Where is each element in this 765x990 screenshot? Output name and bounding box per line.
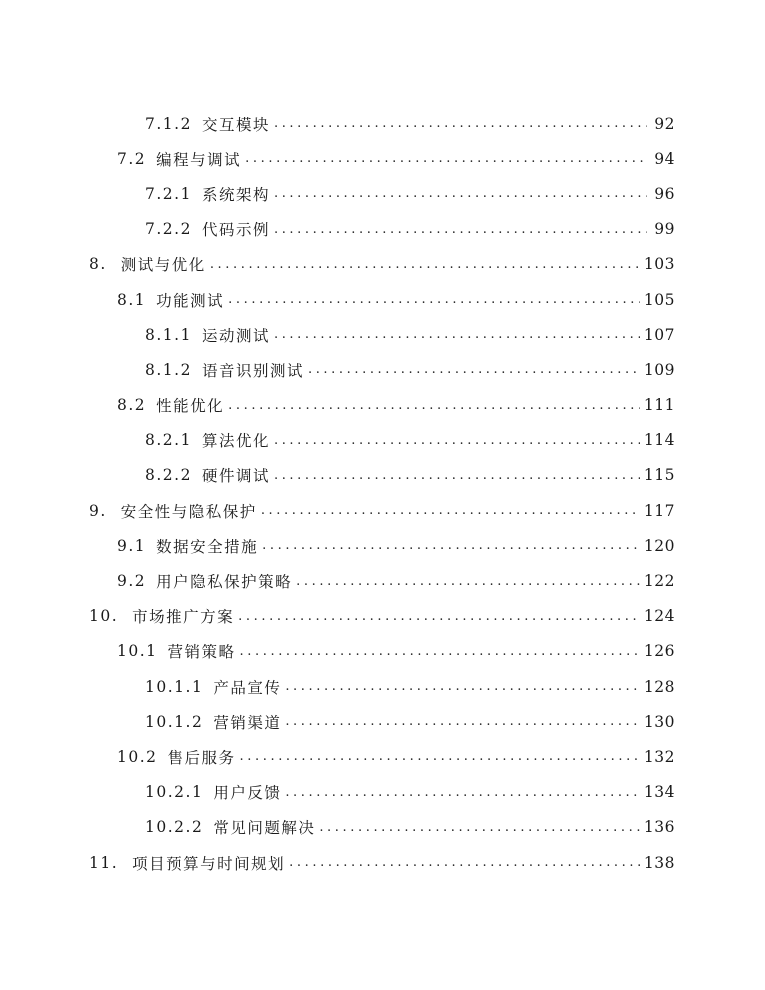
toc-entry-number: 8.1.1 <box>145 325 192 344</box>
toc-dot-leader <box>262 538 640 553</box>
toc-entry-row[interactable] <box>0 317 765 352</box>
toc-entry-page-number: 115 <box>643 466 675 485</box>
toc-entry-row[interactable] <box>0 739 765 774</box>
toc-entry-page-number: 117 <box>643 501 675 520</box>
toc-dot-leader <box>245 151 647 166</box>
toc-entry-number: 7.1.2 <box>145 114 192 133</box>
toc-entry-row[interactable] <box>0 704 765 739</box>
toc-entry-number: 10.1 <box>117 642 158 661</box>
toc-entry-title: 数据安全措施 <box>156 537 259 556</box>
toc-entry-page-number: 99 <box>654 220 675 239</box>
toc-entry-title: 系统架构 <box>201 185 270 204</box>
toc-dot-leader <box>228 398 640 413</box>
toc-entry-number: 11. <box>89 853 119 872</box>
toc-entry[interactable] <box>89 605 675 627</box>
toc-dot-leader <box>274 468 640 483</box>
toc-entry[interactable] <box>117 394 675 416</box>
toc-entry-title: 安全性与隐私保护 <box>120 502 257 521</box>
toc-entry-title: 项目预算与时间规划 <box>132 854 286 873</box>
toc-entry-page-number: 130 <box>643 712 675 731</box>
toc-entry[interactable] <box>117 746 675 768</box>
toc-entry-page-number: 124 <box>643 607 675 626</box>
toc-entry-title: 运动测试 <box>201 326 270 345</box>
toc-entry-number: 10.2.2 <box>145 818 204 837</box>
toc-entry-page-number: 103 <box>643 255 675 274</box>
toc-entry-page-number: 114 <box>643 431 675 450</box>
toc-entry-page-number: 111 <box>643 396 675 415</box>
toc-entry-title: 算法优化 <box>201 432 270 451</box>
toc-entry-page-number: 128 <box>643 677 675 696</box>
toc-entry-title: 市场推广方案 <box>132 608 235 627</box>
toc-entry-row[interactable] <box>0 141 765 176</box>
toc-entry-title: 用户反馈 <box>213 784 282 803</box>
toc-entry[interactable] <box>117 535 675 557</box>
toc-entry-row[interactable] <box>0 458 765 493</box>
toc-entry-title: 硬件调试 <box>201 467 270 486</box>
toc-entry-number: 8.2 <box>117 396 147 415</box>
toc-entry-page-number: 105 <box>643 290 675 309</box>
toc-entry-number: 8.1 <box>117 290 147 309</box>
toc-entry[interactable] <box>89 500 675 522</box>
toc-entry-number: 10.1.2 <box>145 712 204 731</box>
toc-entry-page-number: 92 <box>654 114 675 133</box>
toc-dot-leader <box>285 785 640 800</box>
toc-dot-leader <box>240 749 640 764</box>
toc-dot-leader <box>308 362 640 377</box>
toc-entry-number: 8.2.1 <box>145 431 192 450</box>
toc-dot-leader <box>274 116 647 131</box>
toc-entry-title: 语音识别测试 <box>201 361 304 380</box>
toc-entry-row[interactable] <box>0 423 765 458</box>
toc-dot-leader <box>319 820 640 835</box>
toc-entry-number: 7.2.2 <box>145 220 192 239</box>
toc-entry-number: 10. <box>89 607 119 626</box>
toc-entry[interactable] <box>145 113 675 135</box>
toc-entry-row[interactable] <box>0 106 765 141</box>
toc-entry-page-number: 94 <box>654 149 675 168</box>
toc-entry-page-number: 134 <box>643 783 675 802</box>
toc-entry-row[interactable] <box>0 563 765 598</box>
toc-entry-row[interactable] <box>0 528 765 563</box>
toc-entry-number: 9. <box>89 501 107 520</box>
toc-entry-page-number: 122 <box>643 572 675 591</box>
toc-entry-page-number: 138 <box>643 853 675 872</box>
toc-dot-leader <box>274 327 640 342</box>
toc-entry-title: 售后服务 <box>167 748 236 767</box>
toc-entry-row[interactable] <box>0 282 765 317</box>
toc-entry-row[interactable] <box>0 388 765 423</box>
toc-dot-leader <box>296 574 640 589</box>
toc-entry-page-number: 120 <box>643 536 675 555</box>
toc-entry-row[interactable] <box>0 669 765 704</box>
toc-entry[interactable] <box>145 781 675 803</box>
toc-dot-leader <box>285 714 640 729</box>
toc-entry[interactable] <box>117 570 675 592</box>
toc-entry[interactable] <box>145 816 675 838</box>
toc-entry-number: 10.2.1 <box>145 783 204 802</box>
toc-entry-title: 营销渠道 <box>213 713 282 732</box>
toc-entry-title: 产品宣传 <box>213 678 282 697</box>
toc-entry[interactable] <box>145 359 675 381</box>
toc-entry-row[interactable] <box>0 212 765 247</box>
toc-entry-number: 10.2 <box>117 747 158 766</box>
toc-entry-page-number: 96 <box>654 184 675 203</box>
toc-entry-title: 营销策略 <box>167 643 236 662</box>
toc-dot-leader <box>274 186 647 201</box>
toc-entry[interactable] <box>145 324 675 346</box>
toc-entry-page-number: 107 <box>643 325 675 344</box>
toc-dot-leader <box>274 433 640 448</box>
toc-entry-number: 8.2.2 <box>145 466 192 485</box>
toc-entry-title: 功能测试 <box>156 291 225 310</box>
toc-entry-title: 用户隐私保护策略 <box>156 573 293 592</box>
toc-entry-row[interactable] <box>0 599 765 634</box>
toc-dot-leader <box>274 222 647 237</box>
toc-dot-leader <box>210 257 640 272</box>
toc-entry-row[interactable] <box>0 352 765 387</box>
toc-entry-title: 交互模块 <box>201 115 270 134</box>
toc-entry[interactable] <box>117 148 675 170</box>
toc-entry-title: 编程与调试 <box>156 150 242 169</box>
toc-dot-leader <box>238 609 640 624</box>
toc-entry[interactable] <box>145 218 675 240</box>
toc-dot-leader <box>289 855 640 870</box>
toc-entry-row[interactable] <box>0 247 765 282</box>
toc-dot-leader <box>240 644 640 659</box>
toc-entry-page-number: 109 <box>643 360 675 379</box>
toc-entry-number: 8.1.2 <box>145 360 192 379</box>
toc-dot-leader <box>285 679 640 694</box>
toc-entry-row[interactable] <box>0 845 765 880</box>
toc-entry[interactable] <box>145 676 675 698</box>
toc-entry-title: 测试与优化 <box>120 256 206 275</box>
toc-entry[interactable] <box>89 852 675 874</box>
toc-entry-number: 7.2.1 <box>145 184 192 203</box>
toc-entry-number: 7.2 <box>117 149 147 168</box>
toc-entry-page-number: 126 <box>643 642 675 661</box>
toc-entry[interactable] <box>145 464 675 486</box>
toc-entry[interactable] <box>117 289 675 311</box>
toc-entry-row[interactable] <box>0 493 765 528</box>
toc-entry[interactable] <box>89 253 675 275</box>
toc-entry[interactable] <box>145 429 675 451</box>
toc-entry-row[interactable] <box>0 634 765 669</box>
toc-entry-number: 10.1.1 <box>145 677 204 696</box>
toc-entry-page-number: 136 <box>643 818 675 837</box>
toc-entry-page-number: 132 <box>643 747 675 766</box>
toc-entry-title: 代码示例 <box>201 221 270 240</box>
toc-dot-leader <box>261 503 640 518</box>
toc-entry-title: 常见问题解决 <box>213 819 316 838</box>
toc-entry-row[interactable] <box>0 176 765 211</box>
table-of-contents <box>0 106 765 880</box>
toc-entry-number: 9.2 <box>117 572 147 591</box>
toc-dot-leader <box>228 292 640 307</box>
toc-entry-row[interactable] <box>0 810 765 845</box>
toc-entry[interactable] <box>117 640 675 662</box>
toc-entry[interactable] <box>145 183 675 205</box>
toc-entry-number: 8. <box>89 255 107 274</box>
toc-entry[interactable] <box>145 711 675 733</box>
toc-entry-number: 9.1 <box>117 536 147 555</box>
toc-entry-row[interactable] <box>0 775 765 810</box>
toc-entry-title: 性能优化 <box>156 397 225 416</box>
